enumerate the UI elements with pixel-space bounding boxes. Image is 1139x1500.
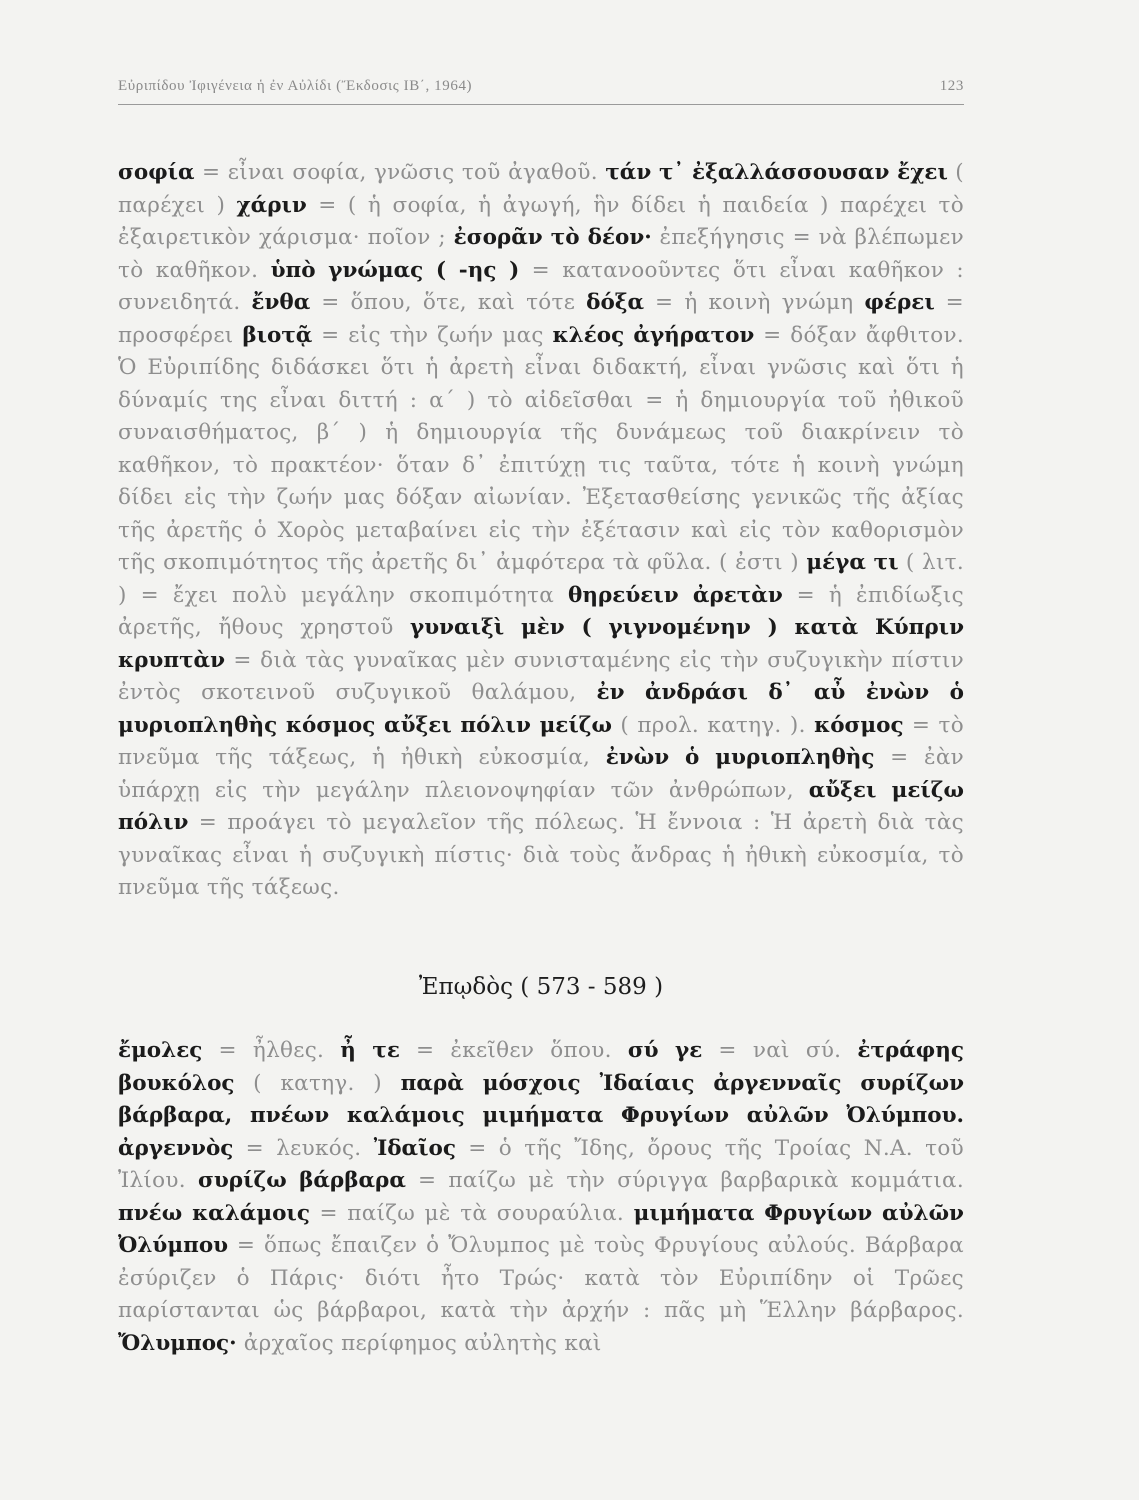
gloss: ( προλ. κατηγ. ). bbox=[611, 712, 815, 738]
lemma: ὑπὸ γνώμας ( -ης ) bbox=[270, 257, 520, 283]
lemma: παρὰ μόσχοις Ἰδαίαις ἀργενναῖς συρίζων βάρβαρα, πνέων καλάμοις μιμήματα Φρυγίων αὐλῶν Ὀλύμπου. ἀργεννὸς bbox=[118, 1070, 964, 1161]
lemma: βιοτᾷ bbox=[242, 322, 313, 348]
gloss: = δόξαν ἄφθιτον. Ὁ Εὐριπίδης διδάσκει ὅτι ἡ ἀρετὴ εἶναι διδακτή, εἶναι γνῶσις καὶ ὅτι ἡ δύναμίς της εἶναι διττή : α΄ ) τὸ αἰδεῖσθαι = ἡ δημιουργία τοῦ ἠθικοῦ συναισθήματος, β΄ ) ἡ δημιουργία τῆς δυνάμεως τοῦ διακρίνειν τὸ καθῆκον, τὸ πρακτέον· ὅταν δ᾽ ἐπιτύχῃ τις ταῦτα, τότε ἡ κοινὴ γνώμη δίδει εἰς τὴν ζωήν μας δόξαν αἰωνίαν. Ἐξετασθείσης γενικῶς τῆς ἀξίας τῆς ἀρετῆς ὁ Χορὸς μεταβαίνει εἰς τὴν ἐξέτασιν καὶ εἰς τὸν καθορισμὸν τῆς σκοπιμότητος τῆς ἀρετῆς δι᾽ ἀμφότερα τὰ φῦλα. ( ἐστι ) bbox=[118, 322, 964, 575]
lemma: ἐσορᾶν τὸ δέον· bbox=[453, 225, 652, 250]
lemma: αὔξει μείζω πόλιν bbox=[118, 777, 964, 835]
lemma: σύ γε bbox=[627, 1038, 703, 1063]
gloss: = παίζω μὲ τὴν σύριγγα βαρβαρικὰ κομμάτια. bbox=[405, 1168, 965, 1193]
lemma: συρίζω βάρβαρα bbox=[198, 1168, 406, 1193]
gloss: ( λιτ. ) = ἔχει πολὺ μεγάλην σκοπιμότητα bbox=[118, 550, 964, 608]
lemma: θηρεύειν ἀρετὰν bbox=[567, 582, 783, 608]
gloss: = εἰς τὴν ζωήν μας bbox=[312, 322, 553, 348]
commentary-paragraph-1 bbox=[118, 157, 964, 905]
gloss: = τὸ πνεῦμα τῆς τάξεως, ἡ ἠθικὴ εὐκοσμία, bbox=[118, 712, 964, 770]
lemma: γυναιξὶ μὲν ( γιγνομένην ) κατὰ Κύπριν κρυπτὰν bbox=[118, 615, 964, 673]
lemma: πνέω καλάμοις bbox=[118, 1200, 310, 1226]
gloss: = παίζω μὲ τὰ σουραύλια. bbox=[309, 1200, 634, 1226]
running-header bbox=[118, 76, 964, 105]
lemma: ἐν ἀνδράσι δ᾽ αὖ ἐνὼν ὁ μυριοπληθὴς κόσμος αὔξει πόλιν μείζω bbox=[118, 680, 964, 738]
gloss: = προσφέρει bbox=[118, 290, 964, 348]
gloss: = ἦλθες. bbox=[202, 1038, 341, 1063]
lemma: κόσμος bbox=[814, 712, 904, 738]
gloss: = εἶναι σοφία, γνῶσις τοῦ ἀγαθοῦ. bbox=[194, 160, 606, 185]
lemma: Ἰδαῖος bbox=[373, 1135, 456, 1161]
gloss: = ὅπως ἔπαιζεν ὁ Ὄλυμπος μὲ τοὺς Φρυγίους αὐλούς. Βάρβαρα ἐσύριζεν ὁ Πάρις· διότι ἦτο Τρώς· κατὰ τὸν Εὐριπίδην οἱ Τρῶες παρίστανται ὡς βάρβαροι, κατὰ τὴν ἀρχήν : πᾶς μὴ Ἕλλην βάρβαρος. bbox=[118, 1233, 964, 1323]
lemma: φέρει bbox=[864, 290, 935, 315]
commentary-paragraph-2 bbox=[118, 1035, 964, 1360]
gloss: ἐπεξήγησις = νὰ βλέπωμεν τὸ καθῆκον. bbox=[118, 225, 964, 283]
gloss: = λευκός. bbox=[233, 1135, 374, 1161]
page-number: 123 bbox=[939, 78, 964, 94]
gloss: = ἐκεῖθεν ὅπου. bbox=[399, 1038, 628, 1063]
gloss: = προάγει τὸ μεγαλεῖον τῆς πόλεως. Ἡ ἔννοια : Ἡ ἀρετὴ διὰ τὰς γυναῖκας εἶναι ἡ συζυγικὴ πίστις· διὰ τοὺς ἄνδρας ἡ ἠθικὴ εὐκοσμία, τὸ πνεῦμα τῆς τάξεως. bbox=[118, 810, 964, 900]
lemma: κλέος ἀγήρατον bbox=[552, 322, 755, 348]
lemma: Ὄλυμπος· bbox=[118, 1330, 237, 1356]
lemma: ἦ τε bbox=[340, 1038, 400, 1063]
gloss: = ὁ τῆς Ἴδης, ὄρους τῆς Τροίας Ν.Α. τοῦ Ἰλίου. bbox=[118, 1135, 964, 1193]
gloss: = ( ἡ σοφία, ἡ ἀγωγή, ἣν δίδει ἡ παιδεία ) παρέχει τὸ ἐξαιρετικὸν χάρισμα· ποῖον ; bbox=[118, 192, 964, 250]
gloss: ( παρέχει ) bbox=[118, 160, 964, 218]
section-heading: Ἐπῳδὸς ( 573 - 589 ) bbox=[418, 974, 664, 1000]
gloss: ( κατηγ. ) bbox=[234, 1070, 401, 1096]
lemma: χάριν bbox=[236, 192, 307, 218]
gloss: ἀρχαῖος περίφημος αὐλητὴς καὶ bbox=[236, 1330, 602, 1356]
lemma: ἔνθα bbox=[251, 290, 311, 315]
gloss: = ἡ κοινὴ γνώμη bbox=[644, 290, 865, 315]
lemma: ἐτράφης βουκόλος bbox=[118, 1038, 964, 1096]
lemma: τάν τ᾽ ἐξαλλάσσουσαν ἔχει bbox=[605, 160, 948, 185]
gloss: = ὅπου, ὅτε, καὶ τότε bbox=[310, 290, 587, 315]
lemma: μιμήματα Φρυγίων αὐλῶν Ὀλύμπου bbox=[118, 1200, 964, 1258]
gloss: = ναὶ σύ. bbox=[702, 1038, 858, 1063]
lemma: μέγα τι bbox=[806, 550, 899, 575]
gloss: = κατανοοῦντες ὅτι εἶναι καθῆκον : συνειδητά. bbox=[118, 257, 964, 315]
gloss: = ἐὰν ὑπάρχῃ εἰς τὴν μεγάλην πλειονοψηφίαν τῶν ἀνθρώπων, bbox=[118, 745, 965, 803]
lemma: ἐνὼν ὁ μυριοπληθὴς bbox=[605, 745, 875, 770]
lemma: ἔμολες bbox=[118, 1038, 203, 1063]
lemma: δόξα bbox=[586, 290, 645, 315]
gloss: = διὰ τὰς γυναῖκας μὲν συνισταμένης εἰς τὴν συζυγικὴν πίστιν ἐντὸς σκοτεινοῦ συζυγικοῦ θαλάμου, bbox=[118, 647, 964, 705]
lemma: σοφία bbox=[118, 160, 195, 185]
running-title: Εὐριπίδου Ἰφιγένεια ἡ ἐν Αὐλίδι (Ἔκδοσις ΙΒ΄, 1964) bbox=[118, 78, 473, 94]
gloss: = ἡ ἐπιδίωξις ἀρετῆς, ἤθους χρηστοῦ bbox=[118, 582, 965, 640]
